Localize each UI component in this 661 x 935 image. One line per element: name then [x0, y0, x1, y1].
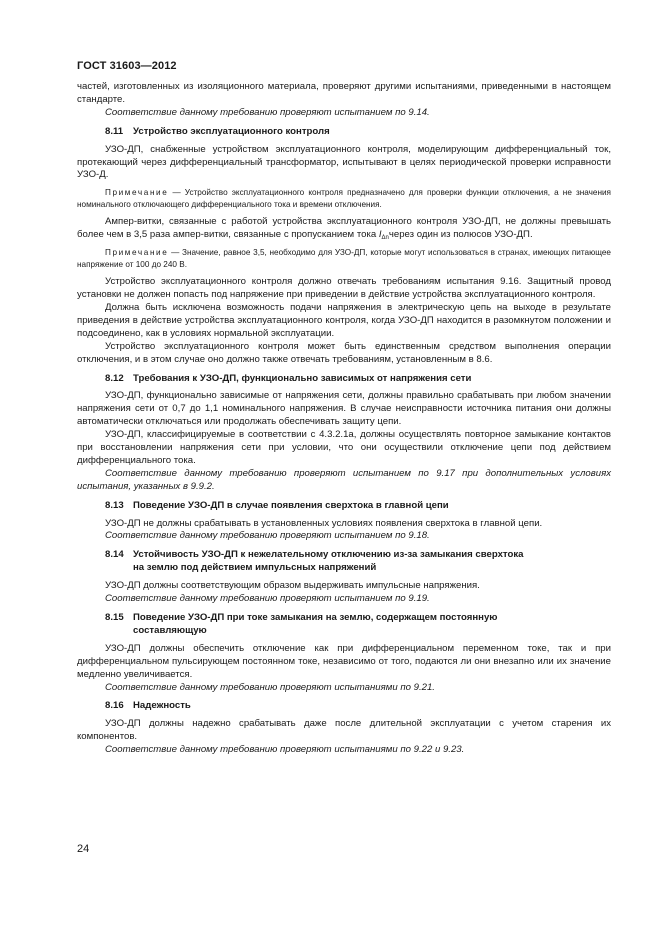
section-title: Надежность: [133, 700, 191, 712]
section-number: 8.14: [105, 549, 124, 561]
standard-header: ГОСТ 31603—2012: [77, 60, 177, 72]
section-number: 8.16: [105, 700, 124, 712]
note-text: — Значение, равное 3,5, необходимо для УЗО-ДП, которые могут использоваться в странах, имеющих питающее напряжение от 100 до 240 В.: [77, 248, 611, 270]
paragraph-text: через один из полюсов УЗО-ДП.: [388, 229, 533, 241]
compliance-note: Соответствие данному требованию проверяют испытанием по 9.19.: [105, 593, 430, 605]
paragraph: [77, 216, 611, 242]
compliance-note: Соответствие данному требованию проверяют испытаниями по 9.22 и 9.23.: [105, 744, 465, 756]
section-heading-8-16: [77, 700, 611, 713]
section-title: Поведение УЗО-ДП в случае появления сверхтока в главной цепи: [133, 499, 449, 511]
paragraph: Должна быть исключена возможность подачи напряжения в электрическую цепь на выходе в результате приведения в действие устройства эксплуатационного контроля, когда УЗО-ДП находится в разомкнутом положении и подсоединено, как в условиях нормальной эксплуатации.: [77, 301, 611, 339]
section-heading-8-13: [77, 500, 611, 513]
paragraph: УЗО-ДП, классифицируемые в соответствии с 4.3.2.1а, должны осуществлять повторное замыкание контактов при восстановлении напряжения сети при условии, что они осуществили отключение цепи под действием дифференциального тока.: [77, 429, 611, 466]
paragraph: УЗО-ДП должны надежно срабатывать даже после длительной эксплуатации с учетом старения их компонентов.: [77, 718, 611, 743]
section-title: Поведение УЗО-ДП при токе замыкания на землю, содержащем постоянную: [133, 612, 498, 623]
paragraph: Устройство эксплуатационного контроля должно отвечать требованиям испытания 9.16. Защитный провод установки не должен попасть под напряжение при приведении в действие устройства эксплуатационного контроля.: [77, 276, 611, 301]
section-title: Устойчивость УЗО-ДП к нежелательному отключению из-за замыкания сверхтока: [133, 549, 524, 561]
section-number: 8.11: [105, 125, 124, 137]
paragraph: УЗО-ДП, снабженные устройством эксплуатационного контроля, моделирующим дифференциальный ток, протекающий через дифференциальный трансформатор, испытывают в целях периодической проверки исправности УЗО-Д.: [77, 143, 611, 181]
paragraph: частей, изготовленных из изоляционного материала, проверяют другими испытаниями, приведенными в настоящем стандарте.: [77, 81, 611, 105]
paragraph: УЗО-ДП должны обеспечить отключение как при дифференциальном переменном токе, так и при дифференциальном пульсирующем постоянном токе, независимо от того, подаются ли они внезапно или их значение медленно увеличивается.: [77, 642, 611, 680]
section-heading-8-12: [77, 373, 611, 386]
note-label: Примечание: [105, 188, 169, 198]
note: [77, 247, 611, 271]
section-title-continued: на землю под действием импульсных напряжений: [133, 562, 377, 574]
current-symbol: I: [378, 229, 382, 241]
section-heading-8-11: [77, 126, 611, 139]
page-content: [77, 81, 611, 757]
section-heading-8-15: [77, 612, 611, 638]
note: [77, 187, 611, 211]
paragraph: Устройство эксплуатационного контроля может быть единственным средством выполнения операции отключения, и в этом случае оно должно также отвечать требованиям, установленным в 8.6.: [77, 340, 611, 365]
section-title: Устройство эксплуатационного контроля: [133, 125, 330, 137]
compliance-note: Соответствие данному требованию проверяют испытанием по 9.17 при дополнительных условиях испытания, указанных в 9.9.2.: [77, 467, 611, 492]
current-subscript: Δn: [381, 235, 389, 242]
compliance-note: Соответствие данному требованию проверяют испытаниями по 9.21.: [105, 681, 435, 693]
note-label: Примечание: [105, 248, 169, 258]
section-number: 8.15: [105, 612, 124, 623]
note-text: — Устройство эксплуатационного контроля предназначено для проверки функции отключения, а не значения номинального отключающего дифференциального тока и времени отключения.: [77, 188, 611, 210]
page-number: 24: [77, 843, 90, 855]
section-title: Требования к УЗО-ДП, функционально зависимых от напряжения сети: [133, 372, 472, 384]
paragraph-text: Ампер-витки, связанные с работой устройства эксплуатационного контроля УЗО-ДП, не должны превышать более чем в 3,5 раза ампер-витки, связанные с пропусканием тока: [77, 216, 611, 241]
compliance-note: Соответствие данному требованию проверяют испытанием по 9.18.: [105, 530, 430, 542]
paragraph: УЗО-ДП, функционально зависимые от напряжения сети, должны правильно срабатывать при любом значении напряжения сети от 0,7 до 1,1 номинального напряжения. В случае неисправности источника питания они должны автоматически отключаться или продолжать обеспечивать защиту цепи.: [77, 390, 611, 428]
compliance-note: Соответствие данному требованию проверяют испытанием по 9.14.: [105, 106, 430, 118]
section-number: 8.13: [105, 499, 124, 511]
section-number: 8.12: [105, 372, 124, 384]
paragraph: УЗО-ДП должны соответствующим образом выдерживать импульсные напряжения.: [105, 580, 480, 592]
section-heading-8-14: [77, 549, 611, 575]
section-title-continued: составляющую: [133, 624, 207, 636]
paragraph: УЗО-ДП не должны срабатывать в установленных условиях появления сверхтока в главной цепи.: [105, 517, 543, 529]
